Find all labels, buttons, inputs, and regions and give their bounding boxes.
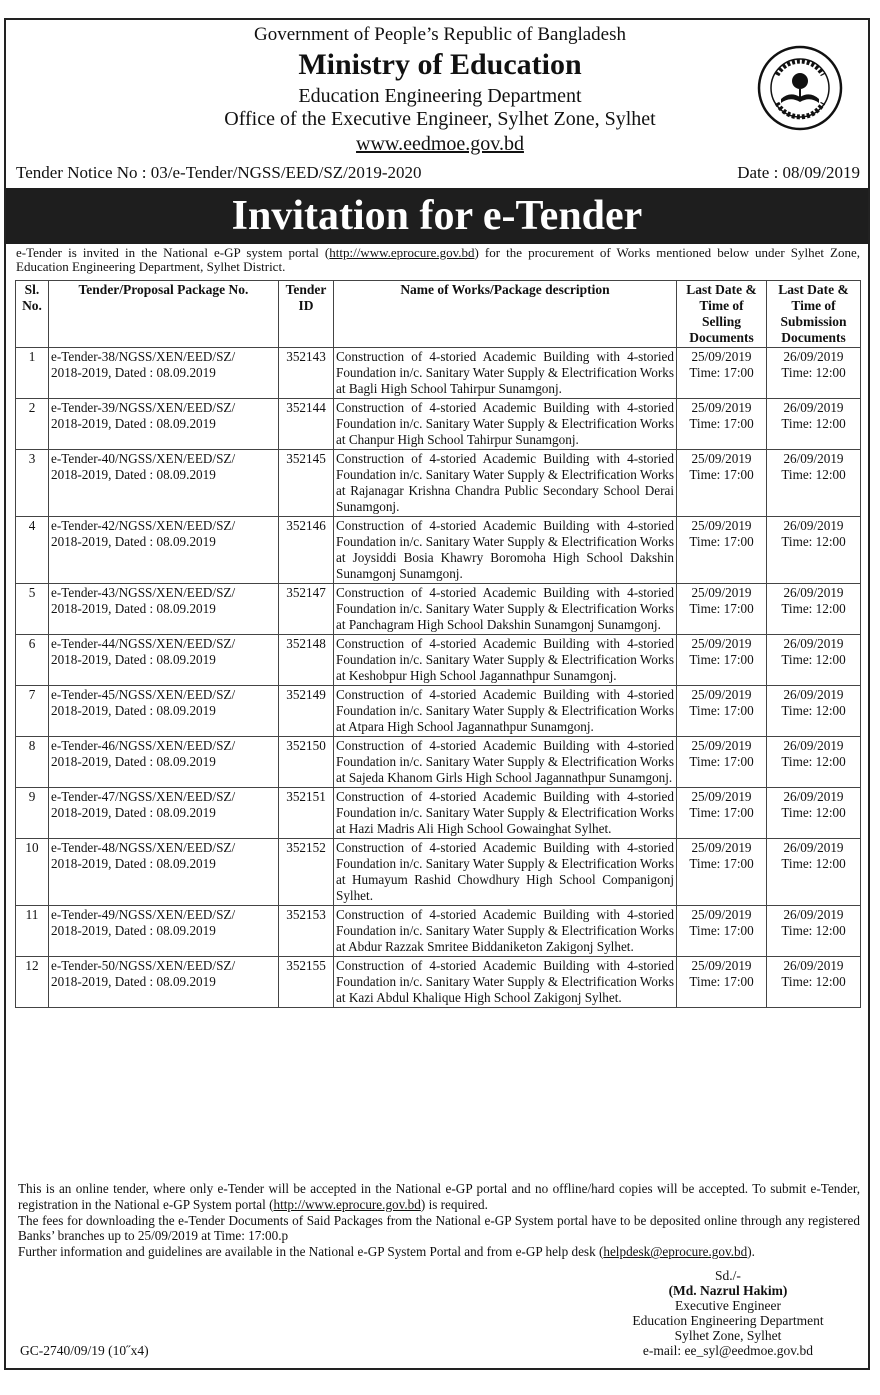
row-submission-date: 26/09/2019 Time: 12:00 <box>767 450 861 517</box>
table-row <box>16 450 861 517</box>
department-line: Education Engineering Department <box>298 85 582 107</box>
table-row <box>16 584 861 635</box>
row-sl: 6 <box>16 635 49 686</box>
row-selling-date: 25/09/2019 Time: 17:00 <box>677 517 767 584</box>
row-tender-id: 352144 <box>279 399 334 450</box>
office-line: Office of the Executive Engineer, Sylhet Zone, Sylhet <box>224 108 656 130</box>
row-description: Construction of 4-storied Academic Building with 4-storied Foundation in/c. Sanitary Water Supply & Electrification Works at Joysiddi Bosia Khawry Boromoha High School Dakshin Sunamgonj Sunamgonj. <box>334 517 677 584</box>
signature-block <box>598 1268 858 1358</box>
row-tender-id: 352153 <box>279 906 334 957</box>
row-package: e-Tender-39/NGSS/XEN/EED/SZ/ 2018-2019, Dated : 08.09.2019 <box>49 399 279 450</box>
row-sl: 9 <box>16 788 49 839</box>
row-sl: 5 <box>16 584 49 635</box>
footer-paragraph-3: Further information and guidelines are available in the National e-GP System Portal and from e-GP help desk (helpdesk@eprocure.gov.bd). <box>18 1244 755 1260</box>
ministry-title: Ministry of Education <box>298 48 582 81</box>
signature-sd: Sd./- <box>715 1268 741 1283</box>
row-selling-date: 25/09/2019 Time: 17:00 <box>677 584 767 635</box>
row-sl: 4 <box>16 517 49 584</box>
row-description: Construction of 4-storied Academic Building with 4-storied Foundation in/c. Sanitary Water Supply & Electrification Works at Hazi Madris Ali High School Gowainghat Sylhet. <box>334 788 677 839</box>
row-package: e-Tender-44/NGSS/XEN/EED/SZ/ 2018-2019, Dated : 08.09.2019 <box>49 635 279 686</box>
row-submission-date: 26/09/2019 Time: 12:00 <box>767 686 861 737</box>
government-line: Government of People’s Republic of Bangladesh <box>253 24 626 45</box>
header-submission-date: Last Date & Time of Submission Documents <box>767 281 861 348</box>
row-package: e-Tender-46/NGSS/XEN/EED/SZ/ 2018-2019, Dated : 08.09.2019 <box>49 737 279 788</box>
row-tender-id: 352155 <box>279 957 334 1008</box>
table-row <box>16 686 861 737</box>
row-sl: 7 <box>16 686 49 737</box>
table-row <box>16 517 861 584</box>
row-sl: 1 <box>16 348 49 399</box>
table-row <box>16 399 861 450</box>
row-package: e-Tender-40/NGSS/XEN/EED/SZ/ 2018-2019, Dated : 08.09.2019 <box>49 450 279 517</box>
row-submission-date: 26/09/2019 Time: 12:00 <box>767 635 861 686</box>
row-tender-id: 352145 <box>279 450 334 517</box>
row-selling-date: 25/09/2019 Time: 17:00 <box>677 450 767 517</box>
notice-date: Date : 08/09/2019 <box>737 163 860 182</box>
row-submission-date: 26/09/2019 Time: 12:00 <box>767 957 861 1008</box>
row-package: e-Tender-47/NGSS/XEN/EED/SZ/ 2018-2019, Dated : 08.09.2019 <box>49 788 279 839</box>
row-package: e-Tender-50/NGSS/XEN/EED/SZ/ 2018-2019, Dated : 08.09.2019 <box>49 957 279 1008</box>
row-sl: 8 <box>16 737 49 788</box>
row-submission-date: 26/09/2019 Time: 12:00 <box>767 399 861 450</box>
row-sl: 2 <box>16 399 49 450</box>
row-description: Construction of 4-storied Academic Building with 4-storied Foundation in/c. Sanitary Water Supply & Electrification Works at Rajanagar Krishna Chandra Public Secondary School Derai Sunamgonj. <box>334 450 677 517</box>
table-row <box>16 906 861 957</box>
row-sl: 12 <box>16 957 49 1008</box>
row-description: Construction of 4-storied Academic Building with 4-storied Foundation in/c. Sanitary Water Supply & Electrification Works at Abdur Razzak Smritee Biddaniketon Zakigonj Sylhet. <box>334 906 677 957</box>
row-description: Construction of 4-storied Academic Building with 4-storied Foundation in/c. Sanitary Water Supply & Electrification Works at Bagli High School Tahirpur Sunamgonj. <box>334 348 677 399</box>
row-tender-id: 352149 <box>279 686 334 737</box>
signatory-email: e-mail: ee_syl@eedmoe.gov.bd <box>642 1343 814 1358</box>
bangladesh-education-seal-icon <box>757 45 843 131</box>
footer-paragraph-2: The fees for downloading the e-Tender Documents of Said Packages from the National e-GP System portal have to be deposited online through any registered Banks’ branches up to 25/09/2019 at Time: 17:00.p <box>18 1212 860 1244</box>
row-package: e-Tender-42/NGSS/XEN/EED/SZ/ 2018-2019, Dated : 08.09.2019 <box>49 517 279 584</box>
row-package: e-Tender-48/NGSS/XEN/EED/SZ/ 2018-2019, Dated : 08.09.2019 <box>49 839 279 906</box>
table-row <box>16 635 861 686</box>
row-package: e-Tender-49/NGSS/XEN/EED/SZ/ 2018-2019, Dated : 08.09.2019 <box>49 906 279 957</box>
row-submission-date: 26/09/2019 Time: 12:00 <box>767 348 861 399</box>
invitation-banner: Invitation for e-Tender <box>6 188 868 244</box>
website-link[interactable]: www.eedmoe.gov.bd <box>356 133 524 155</box>
header-description: Name of Works/Package description <box>334 281 677 348</box>
row-selling-date: 25/09/2019 Time: 17:00 <box>677 686 767 737</box>
row-description: Construction of 4-storied Academic Building with 4-storied Foundation in/c. Sanitary Water Supply & Electrification Works at Chanpur High School Tahirpur Sunamgonj. <box>334 399 677 450</box>
footer-paragraph-1: This is an online tender, where only e-Tender will be accepted in the National e-GP portal and no offline/hard copies will be accepted. To submit e-Tender, registration in the National e-GP System portal (http://www.eprocure.gov.bd) is required. <box>18 1181 860 1212</box>
row-sl: 11 <box>16 906 49 957</box>
row-package: e-Tender-43/NGSS/XEN/EED/SZ/ 2018-2019, Dated : 08.09.2019 <box>49 584 279 635</box>
row-selling-date: 25/09/2019 Time: 17:00 <box>677 348 767 399</box>
row-tender-id: 352151 <box>279 788 334 839</box>
row-submission-date: 26/09/2019 Time: 12:00 <box>767 737 861 788</box>
intro-paragraph: e-Tender is invited in the National e-GP system portal (http://www.eprocure.gov.bd) for the procurement of Works mentioned below under Sylhet Zone, Education Engineering Department, Sylhet District. <box>16 245 860 274</box>
row-selling-date: 25/09/2019 Time: 17:00 <box>677 635 767 686</box>
gc-code: GC-2740/09/19 (10˝x4) <box>20 1343 149 1358</box>
row-selling-date: 25/09/2019 Time: 17:00 <box>677 788 767 839</box>
table-row <box>16 348 861 399</box>
signatory-department: Education Engineering Department <box>632 1313 824 1328</box>
tender-notice-number: Tender Notice No : 03/e-Tender/NGSS/EED/SZ/2019-2020 <box>16 163 422 182</box>
row-selling-date: 25/09/2019 Time: 17:00 <box>677 957 767 1008</box>
header-selling-date: Last Date & Time of Selling Documents <box>677 281 767 348</box>
row-selling-date: 25/09/2019 Time: 17:00 <box>677 737 767 788</box>
row-submission-date: 26/09/2019 Time: 12:00 <box>767 839 861 906</box>
helpdesk-email-link[interactable]: helpdesk@eprocure.gov.bd <box>603 1244 748 1260</box>
row-submission-date: 26/09/2019 Time: 12:00 <box>767 517 861 584</box>
row-sl: 10 <box>16 839 49 906</box>
header-package: Tender/Proposal Package No. <box>49 281 279 348</box>
row-package: e-Tender-38/NGSS/XEN/EED/SZ/ 2018-2019, Dated : 08.09.2019 <box>49 348 279 399</box>
row-sl: 3 <box>16 450 49 517</box>
signatory-title: Executive Engineer <box>674 1298 782 1313</box>
row-tender-id: 352147 <box>279 584 334 635</box>
header-sl: Sl. No. <box>16 281 49 348</box>
table-row <box>16 737 861 788</box>
tender-table <box>15 280 861 1008</box>
row-tender-id: 352150 <box>279 737 334 788</box>
row-description: Construction of 4-storied Academic Building with 4-storied Foundation in/c. Sanitary Water Supply & Electrification Works at Keshobpur High School Jagannathpur Sunamgonj. <box>334 635 677 686</box>
row-tender-id: 352143 <box>279 348 334 399</box>
table-row <box>16 788 861 839</box>
table-row <box>16 839 861 906</box>
row-description: Construction of 4-storied Academic Building with 4-storied Foundation in/c. Sanitary Water Supply & Electrification Works at Humayum Rashid Chowdhury High School Companigonj Sylhet. <box>334 839 677 906</box>
row-submission-date: 26/09/2019 Time: 12:00 <box>767 788 861 839</box>
table-header-row <box>16 281 861 348</box>
header-id: Tender ID <box>279 281 334 348</box>
eprocure-link[interactable]: http://www.eprocure.gov.bd <box>329 245 475 260</box>
row-tender-id: 352152 <box>279 839 334 906</box>
signatory-zone: Sylhet Zone, Sylhet <box>674 1328 782 1343</box>
table-row <box>16 957 861 1008</box>
row-description: Construction of 4-storied Academic Building with 4-storied Foundation in/c. Sanitary Water Supply & Electrification Works at Atpara High School Jagannathpur Sunamgonj. <box>334 686 677 737</box>
row-package: e-Tender-45/NGSS/XEN/EED/SZ/ 2018-2019, Dated : 08.09.2019 <box>49 686 279 737</box>
row-description: Construction of 4-storied Academic Building with 4-storied Foundation in/c. Sanitary Water Supply & Electrification Works at Sajeda Khanom Girls High School Jagannathpur Sunamgonj. <box>334 737 677 788</box>
signatory-name: (Md. Nazrul Hakim) <box>668 1283 788 1298</box>
row-submission-date: 26/09/2019 Time: 12:00 <box>767 906 861 957</box>
footer-notes <box>18 1181 860 1260</box>
eprocure-link-footer[interactable]: http://www.eprocure.gov.bd <box>273 1196 421 1212</box>
row-tender-id: 352146 <box>279 517 334 584</box>
row-selling-date: 25/09/2019 Time: 17:00 <box>677 839 767 906</box>
row-description: Construction of 4-storied Academic Building with 4-storied Foundation in/c. Sanitary Water Supply & Electrification Works at Kazi Abdul Khalique High School Zakigonj Sylhet. <box>334 957 677 1008</box>
row-selling-date: 25/09/2019 Time: 17:00 <box>677 399 767 450</box>
row-description: Construction of 4-storied Academic Building with 4-storied Foundation in/c. Sanitary Water Supply & Electrification Works at Panchagram High School Dakshin Sunamgonj Sunamgonj. <box>334 584 677 635</box>
row-submission-date: 26/09/2019 Time: 12:00 <box>767 584 861 635</box>
row-selling-date: 25/09/2019 Time: 17:00 <box>677 906 767 957</box>
row-tender-id: 352148 <box>279 635 334 686</box>
